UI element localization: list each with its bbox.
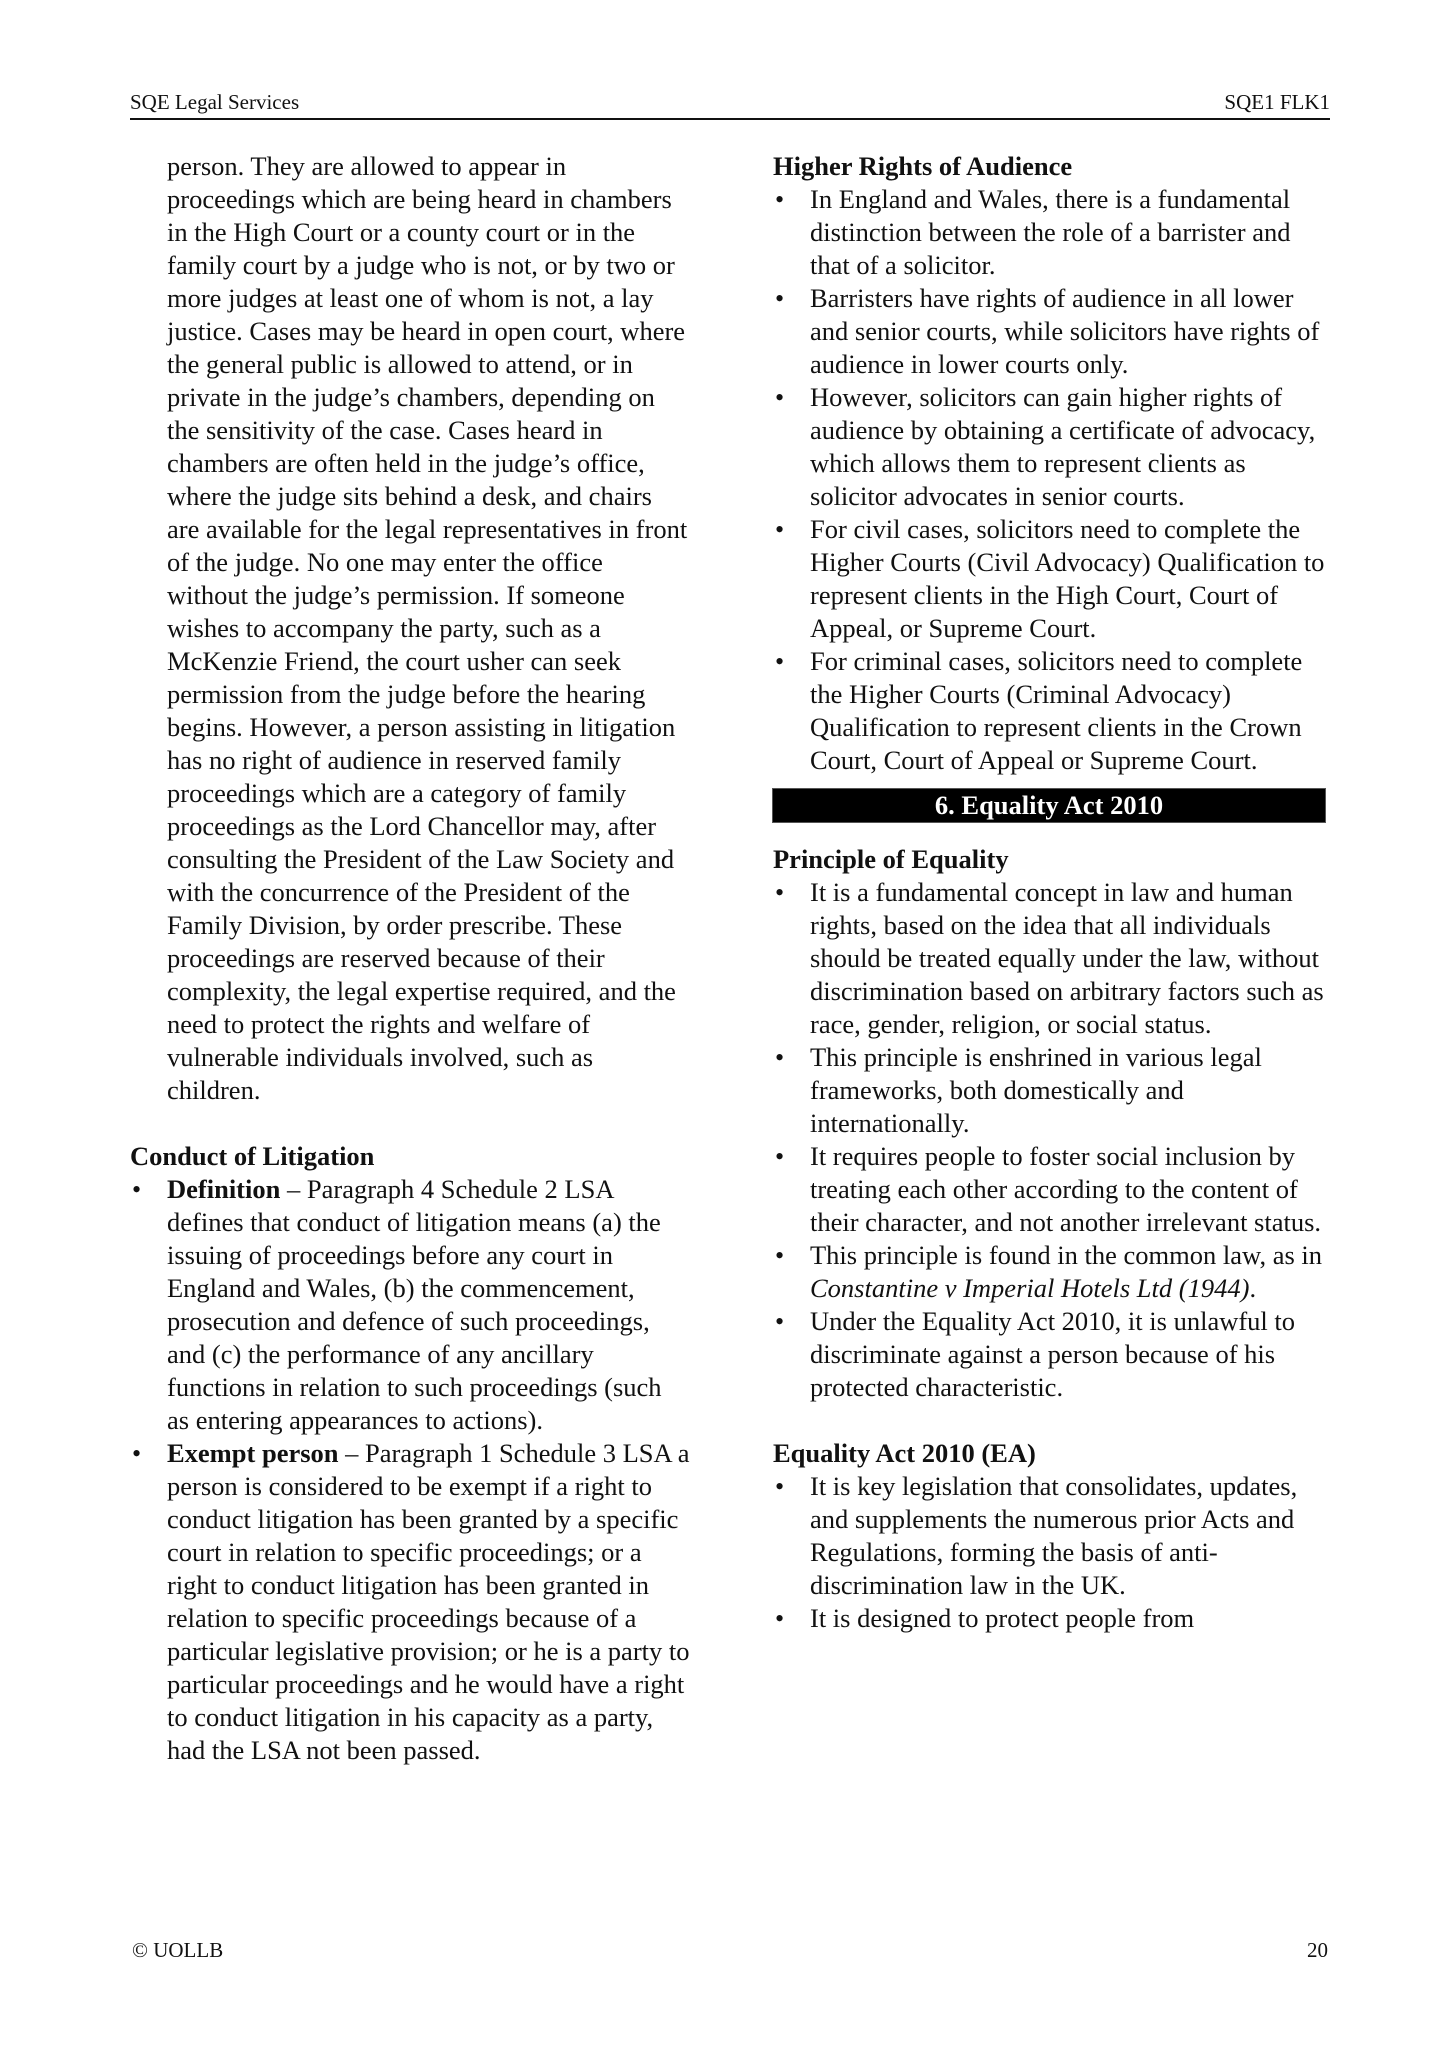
list-item: • It is designed to protect people from bbox=[773, 1602, 1333, 1635]
bullet-text: – Paragraph 4 Schedule 2 LSA defines that conduct of litigation means (a) the issuing of proceedings before any court in England and Wales, (b) the commencement, prosecution and defence of such proceedings, and (c) the performance of any ancillary functions in relation to such proceedings (such as entering appearances to actions). bbox=[167, 1174, 662, 1435]
list-item: • This principle is enshrined in various legal frameworks, both domestically and internationally. bbox=[773, 1041, 1333, 1140]
spacer bbox=[773, 1404, 1333, 1437]
header-left-title: SQE Legal Services bbox=[130, 90, 300, 114]
running-footer bbox=[132, 1938, 1328, 1963]
list-item: • For criminal cases, solicitors need to complete the Higher Courts (Criminal Advocacy) Qualification to represent clients in the Crown Court, Court of Appeal or Supreme Court. bbox=[773, 645, 1333, 777]
conduct-of-litigation-heading: Conduct of Litigation bbox=[130, 1141, 375, 1171]
list-item: • However, solicitors can gain higher rights of audience by obtaining a certificate of advocacy, which allows them to represent clients as solicitor advocates in senior courts. bbox=[773, 381, 1333, 513]
bullet-term: Exempt person bbox=[167, 1438, 339, 1468]
section-title-bar: 6. Equality Act 2010 bbox=[773, 789, 1325, 822]
page-number: 20 bbox=[1307, 1938, 1328, 1962]
list-item: • It is a fundamental concept in law and human rights, based on the idea that all individuals should be treated equally under the law, without discrimination based on arbitrary factors such as race, gender, religion, or social status. bbox=[773, 876, 1333, 1041]
principle-of-equality-heading: Principle of Equality bbox=[773, 844, 1009, 874]
list-item: • In England and Wales, there is a fundamental distinction between the role of a barrister and that of a solicitor. bbox=[773, 183, 1333, 282]
list-item: • It requires people to foster social inclusion by treating each other according to the content of their character, and not another irrelevant status. bbox=[773, 1140, 1333, 1239]
right-column bbox=[773, 150, 1333, 1635]
list-item bbox=[773, 1239, 1333, 1305]
list-item bbox=[130, 1173, 690, 1437]
list-item bbox=[130, 1437, 690, 1767]
list-item: • For civil cases, solicitors need to complete the Higher Courts (Civil Advocacy) Qualification to represent clients in the High Court, Court of Appeal, or Supreme Court. bbox=[773, 513, 1333, 645]
left-column bbox=[130, 150, 690, 1767]
bullet-text: . bbox=[1249, 1273, 1257, 1303]
equality-act-bullet-list bbox=[773, 1470, 1333, 1635]
conduct-bullet-list bbox=[130, 1173, 690, 1767]
list-item: • Under the Equality Act 2010, it is unlawful to discriminate against a person because of his protected characteristic. bbox=[773, 1305, 1333, 1404]
bullet-term: Definition bbox=[167, 1174, 281, 1204]
case-citation: Constantine v Imperial Hotels Ltd (1944) bbox=[810, 1273, 1250, 1303]
list-item: • It is key legislation that consolidates, updates, and supplements the numerous prior Acts and Regulations, forming the basis of anti-discrimination law in the UK. bbox=[773, 1470, 1333, 1602]
higher-rights-heading: Higher Rights of Audience bbox=[773, 151, 1073, 181]
running-header bbox=[130, 90, 1330, 120]
spacer bbox=[130, 1107, 690, 1140]
principle-bullet-list bbox=[773, 876, 1333, 1404]
header-right-code: SQE1 FLK1 bbox=[1224, 90, 1330, 114]
copyright-notice: © UOLLB bbox=[132, 1938, 224, 1962]
continuation-paragraph: person. They are allowed to appear in proceedings which are being heard in chambers in the High Court or a county court or in the family court by a judge who is not, or by two or more judges at least one of whom is not, a lay justice. Cases may be heard in open court, where the general public is allowed to attend, or in private in the judge’s chambers, depending on the sensitivity of the case. Cases heard in chambers are often held in the judge’s office, where the judge sits behind a desk, and chairs are available for the legal representatives in front of the judge. No one may enter the office without the judge’s permission. If someone wishes to accompany the party, such as a McKenzie Friend, the court usher can seek permission from the judge before the hearing begins. However, a person assisting in litigation has no right of audience in reserved family proceedings which are a category of family proceedings as the Lord Chancellor may, after consulting the President of the Law Society and with the concurrence of the President of the Family Division, by order prescribe. These proceedings are reserved because of their complexity, the legal expertise required, and the need to protect the rights and welfare of vulnerable individuals involved, such as children. bbox=[167, 151, 688, 1105]
higher-rights-bullet-list bbox=[773, 183, 1333, 777]
list-item: • Barristers have rights of audience in all lower and senior courts, while solicitors have rights of audience in lower courts only. bbox=[773, 282, 1333, 381]
bullet-text: This principle is found in the common law, as in bbox=[810, 1240, 1323, 1270]
equality-act-heading: Equality Act 2010 (EA) bbox=[773, 1438, 1036, 1468]
bullet-text: – Paragraph 1 Schedule 3 LSA a person is considered to be exempt if a right to conduct litigation has been granted by a specific court in relation to specific proceedings; or a right to conduct litigation has been granted in relation to specific proceedings because of a particular legislative provision; or he is a party to particular proceedings and he would have a right to conduct litigation in his capacity as a party, had the LSA not been passed. bbox=[167, 1438, 690, 1765]
